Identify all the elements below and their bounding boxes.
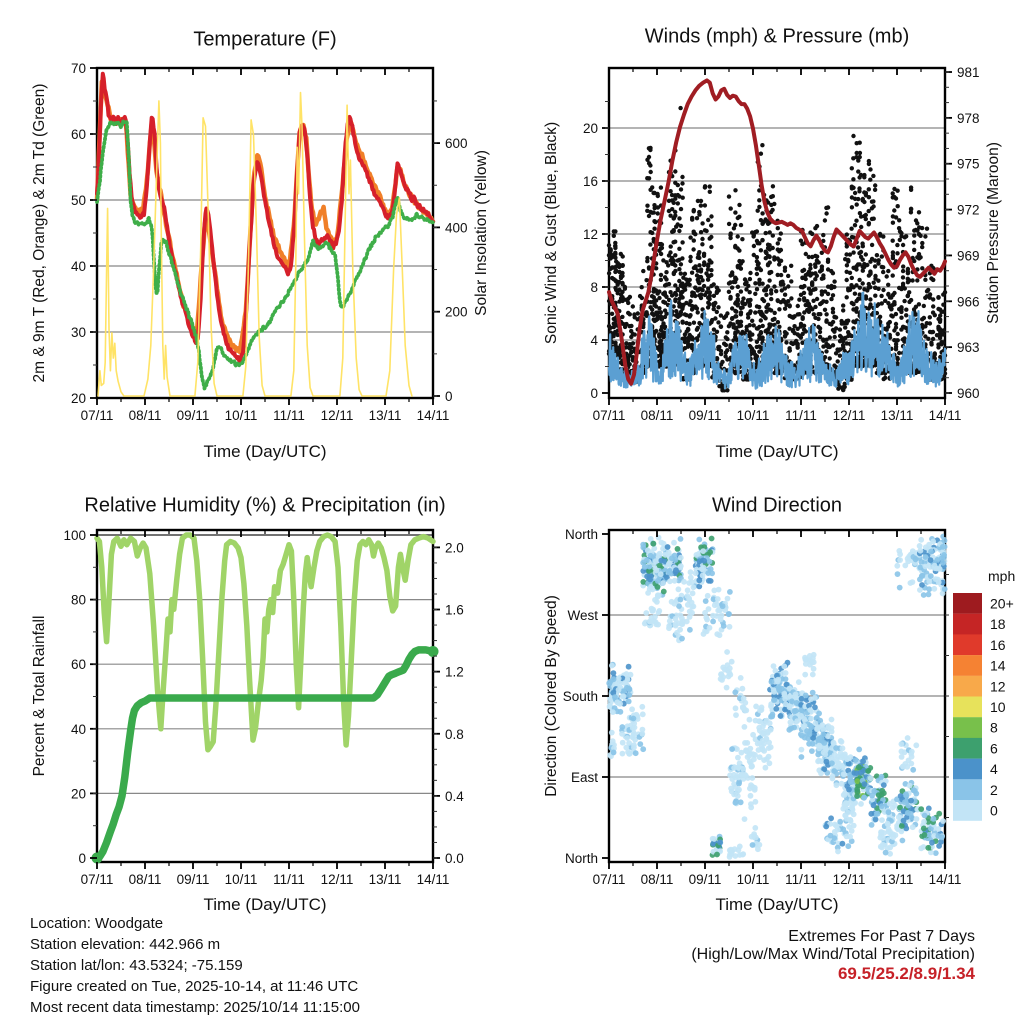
svg-text:200: 200 (445, 304, 468, 320)
svg-text:0: 0 (445, 389, 453, 404)
y-axis-label-wind-left: Sonic Wind & Gust (Blue, Black) (543, 121, 560, 345)
info-elevation: Station elevation: 442.966 m (30, 936, 221, 953)
svg-text:0.0: 0.0 (445, 851, 464, 866)
x-tick-label: 13/11 (880, 872, 914, 887)
x-tick-label: 11/11 (273, 872, 305, 887)
x-tick-label: 14/11 (928, 872, 962, 887)
x-tick-label: 07/11 (80, 408, 114, 423)
x-tick-label: 07/11 (80, 872, 114, 887)
x-tick-label: 14/11 (928, 408, 962, 423)
x-tick-label: 14/11 (416, 408, 450, 423)
extremes-block (575, 928, 975, 984)
colorbar-label: 2 (990, 781, 998, 798)
svg-text:East: East (570, 770, 598, 785)
x-tick-label: 07/11 (592, 872, 626, 887)
x-tick-label: 11/11 (273, 408, 305, 423)
svg-text:30: 30 (70, 325, 86, 340)
svg-text:40: 40 (70, 259, 86, 274)
colorbar-label: 14 (990, 657, 1006, 674)
extremes-title: Extremes For Past 7 Days (788, 928, 975, 945)
svg-text:50: 50 (70, 193, 86, 208)
svg-text:966: 966 (957, 294, 980, 310)
svg-text:70: 70 (70, 61, 86, 76)
x-tick-label: 11/11 (785, 408, 817, 423)
x-tick-label: 10/11 (224, 408, 258, 423)
x-tick-label: 09/11 (688, 408, 722, 423)
info-location: Location: Woodgate (30, 915, 164, 932)
info-created: Figure created on Tue, 2025-10-14, at 11:46 UTC (30, 978, 359, 995)
speed-colorbar (953, 593, 982, 821)
colorbar-label: 8 (990, 719, 998, 736)
chart-title-winds-pressure: Winds (mph) & Pressure (mb) (644, 25, 910, 48)
svg-text:0.8: 0.8 (445, 726, 464, 742)
svg-text:981: 981 (957, 65, 980, 81)
svg-text:North: North (564, 527, 598, 542)
x-tick-label: 12/11 (832, 408, 866, 423)
colorbar-label: 0 (990, 802, 998, 819)
colorbar-label: 10 (990, 699, 1006, 715)
wind-direction-plot (602, 530, 949, 869)
x-tick-label: 11/11 (785, 872, 817, 887)
svg-text:West: West (567, 608, 598, 623)
svg-text:16: 16 (582, 174, 598, 189)
svg-text:969: 969 (957, 248, 980, 264)
x-tick-label: 12/11 (320, 408, 354, 423)
info-latlon: Station lat/lon: 43.5324; -75.159 (30, 957, 243, 974)
svg-text:1.2: 1.2 (445, 664, 464, 680)
svg-text:20: 20 (582, 121, 598, 136)
svg-text:1.6: 1.6 (445, 602, 464, 618)
chart-title-temperature: Temperature (F) (193, 28, 337, 51)
info-timestamp: Most recent data timestamp: 2025/10/14 11:15:00 (30, 999, 360, 1016)
svg-text:40: 40 (70, 721, 86, 737)
x-tick-label: 10/11 (736, 408, 770, 423)
chart-title-humidity-precip: Relative Humidity (%) & Precipitation (in) (84, 494, 446, 517)
svg-text:400: 400 (445, 220, 468, 236)
svg-text:20: 20 (70, 391, 86, 406)
svg-text:60: 60 (70, 657, 86, 673)
station-info-block (30, 913, 360, 1018)
svg-text:0.4: 0.4 (445, 788, 464, 804)
extremes-subtitle: (High/Low/Max Wind/Total Precipitation) (691, 946, 975, 963)
svg-text:South: South (562, 689, 598, 704)
svg-text:0: 0 (590, 386, 598, 401)
temperature-plot (90, 68, 440, 405)
humidity-precip-plot (90, 530, 440, 869)
y-axis-label-solar-right: Solar Insolation (Yellow) (473, 150, 490, 316)
y-axis-label-temp-left: 2m & 9m T (Red, Orange) & 2m Td (Green) (31, 83, 48, 383)
svg-text:80: 80 (70, 592, 86, 608)
svg-text:972: 972 (957, 202, 980, 218)
x-tick-label: 10/11 (224, 872, 258, 887)
colorbar-label: 6 (990, 740, 998, 757)
x-axis-label-direction: Time (Day/UTC) (715, 895, 839, 914)
x-axis-label-winds: Time (Day/UTC) (715, 442, 839, 461)
x-tick-label: 10/11 (736, 872, 770, 887)
x-tick-label: 08/11 (640, 408, 674, 423)
y-axis-label-rainfall-left: Percent & Total Rainfall (31, 615, 48, 777)
winds-pressure-plot (602, 68, 952, 405)
x-tick-label: 08/11 (128, 872, 162, 887)
colorbar-label: 4 (990, 761, 998, 778)
svg-text:975: 975 (957, 156, 980, 172)
svg-text:978: 978 (957, 110, 980, 126)
chart-title-wind-direction: Wind Direction (711, 494, 843, 517)
x-tick-label: 12/11 (320, 872, 354, 887)
x-tick-label: 14/11 (416, 872, 450, 887)
svg-text:20: 20 (70, 786, 86, 802)
x-tick-label: 13/11 (368, 408, 402, 423)
colorbar-label: 20+ (990, 595, 1014, 612)
x-tick-label: 07/11 (592, 408, 626, 423)
svg-text:60: 60 (70, 127, 86, 142)
svg-text:4: 4 (590, 333, 598, 348)
x-axis-label-temperature: Time (Day/UTC) (203, 442, 327, 461)
svg-text:2.0: 2.0 (445, 540, 464, 556)
x-axis-label-humidity: Time (Day/UTC) (203, 895, 327, 914)
x-tick-label: 09/11 (688, 872, 722, 887)
y-axis-label-pressure-right: Station Pressure (Maroon) (985, 142, 1002, 324)
svg-text:600: 600 (445, 136, 468, 152)
colorbar-label: 16 (990, 636, 1006, 653)
y-axis-label-direction-left: Direction (Colored By Speed) (543, 595, 560, 797)
x-tick-label: 13/11 (880, 408, 914, 423)
colorbar-label: 18 (990, 616, 1006, 633)
svg-text:963: 963 (957, 340, 980, 356)
svg-text:8: 8 (590, 280, 598, 295)
svg-text:0: 0 (78, 851, 86, 866)
extremes-values: 69.5/25.2/8.9/1.34 (837, 964, 975, 983)
colorbar-unit-label: mph (988, 568, 1016, 584)
x-tick-label: 08/11 (640, 872, 674, 887)
svg-text:12: 12 (582, 227, 598, 242)
svg-text:960: 960 (957, 386, 980, 401)
svg-text:North: North (564, 851, 598, 866)
svg-text:100: 100 (63, 528, 86, 543)
x-tick-label: 13/11 (368, 872, 402, 887)
x-tick-label: 09/11 (176, 872, 210, 887)
colorbar-label: 12 (990, 678, 1006, 695)
x-tick-label: 08/11 (128, 408, 162, 423)
x-tick-label: 09/11 (176, 408, 210, 423)
x-tick-label: 12/11 (832, 872, 866, 887)
